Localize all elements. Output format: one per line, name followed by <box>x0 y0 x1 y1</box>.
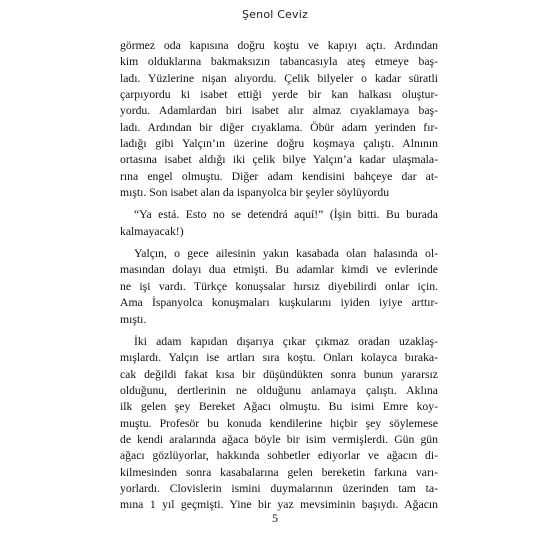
text-line: mıştı. Son isabet alan da ispanyolca bir şeyler söylüyordu <box>120 186 390 200</box>
page-number: 5 <box>272 511 278 525</box>
text-line: masından dolayı dua etmişti. Bu adamlar kimdi ve evlerinde <box>120 263 438 277</box>
text-line: ladığı gibi Yalçın’ın üzerine doğru koşmaya çalıştı. Alnının <box>120 137 438 151</box>
text-line: mına 1 yıl geçmişti. Yine bir yaz mevsiminin başıydı. Ağacın <box>120 498 438 512</box>
text-line: ortasına isabet aldığı iki çelik bilye Yalçın’a kadar ulaşmala- <box>120 153 438 167</box>
text-line: ağacı gözlüyorlar, hakkında sohbetler ediyorlar ve ağacın di- <box>120 449 438 463</box>
text-line-indented <box>120 246 438 262</box>
text-line: ne işi vardı. Türkçe konuşsalar hırsız diyebilirdi onlar için. <box>120 279 438 293</box>
text-line: yordu. Adamlardan biri isabet alır almaz cıyaklamaya baş- <box>120 104 438 118</box>
text-line: kim olduklarına bakmaksızın tabancasıyla ateş etmeye baş- <box>120 55 438 69</box>
body-text <box>120 38 438 514</box>
paragraph <box>120 207 438 240</box>
text-line: muştu. Profesör bu konuda kendilerine hiçbir şey söylemese <box>120 416 438 430</box>
paragraph <box>120 246 438 328</box>
text-line: görmez oda kapısına doğru koştu ve kapıyı açtı. Ardından <box>120 39 438 52</box>
text-line: ilk gelen şey Bereket Ağacı olmuştu. Bu isimi Emre koy- <box>120 400 438 414</box>
text-line: Ama İspanyolca konuşmaları kuşkularını iyiden iyiye arttır- <box>120 296 438 310</box>
text-line: mışlardı. Yalçın ise artları sıra koştu. Onları kolayca bıraka- <box>120 351 438 365</box>
text-line: İki adam kapıdan dışarıya çıkar çıkmaz oradan uzaklaş- <box>134 334 438 348</box>
text-line: ladı. Yüzlerine nişan alıyordu. Çelik bilyeler o kadar süratli <box>120 71 438 85</box>
text-line: kalmayacak!) <box>120 224 184 238</box>
text-line: de kendi aralarında ağaca böyle bir isim vermişlerdi. Gün gün <box>120 432 438 446</box>
paragraph <box>120 38 438 201</box>
text-line: Yalçın, o gece ailesinin yakın kasabada olan halasında ol- <box>134 247 438 261</box>
text-line: rına engel olmuştu. Diğer adam kendisini bahçeye dar at- <box>120 169 438 183</box>
text-line: kilmesinden sonra kasabalarına gelen bereketin farkına varı- <box>120 465 438 479</box>
running-header-author: Şenol Ceviz <box>242 8 308 21</box>
text-line: çarpıyordu ki isabet ettiği yerde bir kan halkası oluştur- <box>120 88 438 102</box>
text-line: yorlardı. Clovislerin ismini duymalarının üzerinden tam ta- <box>120 481 438 495</box>
text-line: olduğunu, dertlerinin ne olduğunu anlamaya çalıştı. Aklına <box>120 383 438 397</box>
text-line: ladı. Ardından bir diğer cıyaklama. Öbür adam yerinden fır- <box>120 120 438 134</box>
text-line-indented <box>120 334 438 350</box>
text-line: mıştı. <box>120 312 147 326</box>
paragraph <box>120 334 438 514</box>
text-line: “Ya está. Esto no se detendrá aquí!” (İşin bitti. Bu burada <box>134 208 438 222</box>
text-line: cak değildi fakat kısa bir düşündükten sonra bunun yararsız <box>120 367 438 381</box>
text-line-indented <box>120 207 438 223</box>
